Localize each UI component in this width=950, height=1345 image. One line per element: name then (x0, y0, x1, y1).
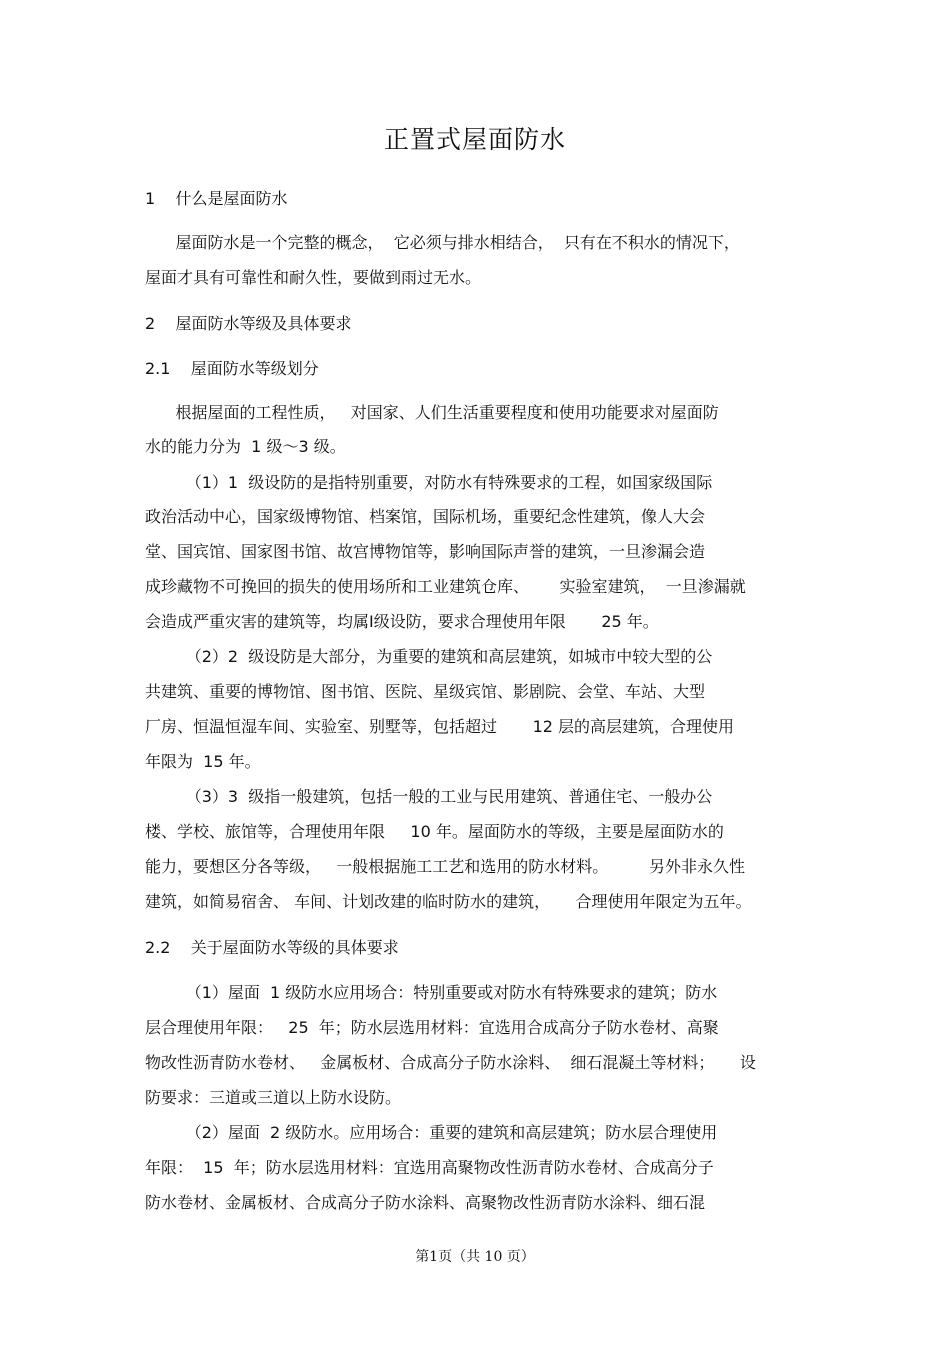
paragraph-line: 水的能力分为 1 级～3 级。 (145, 437, 346, 456)
paragraph-line: 根据屋面的工程性质， 对国家、人们生活重要程度和使用功能要求对屋面防 (145, 403, 719, 422)
paragraph-line: 楼、学校、旅馆等，合理使用年限 10 年。屋面防水的等级，主要是屋面防水的 (145, 822, 724, 841)
paragraph-line: 年限为 15 年。 (145, 752, 261, 771)
paragraph-line: 共建筑、重要的博物馆、图书馆、医院、星级宾馆、影剧院、会堂、车站、大型 (145, 682, 706, 701)
paragraph-line: 会造成严重灾害的建筑等，均属Ⅰ级设防，要求合理使用年限 25 年。 (145, 612, 659, 631)
paragraph-line: （3）3 级指一般建筑，包括一般的工业与民用建筑、普通住宅、一般办公 (145, 787, 713, 806)
paragraph-line: 建筑，如简易宿舍、 车间、计划改建的临时防水的建筑， 合理使用年限定为五年。 (145, 892, 752, 911)
heading-2-2: 2.2 关于屋面防水等级的具体要求 (145, 938, 399, 957)
paragraph-line: 防要求：三道或三道以上防水设防。 (145, 1088, 402, 1107)
paragraph-line: （2）2 级设防是大部分，为重要的建筑和高层建筑，如城市中较大型的公 (145, 647, 713, 666)
heading-2: 2 屋面防水等级及具体要求 (145, 314, 352, 333)
heading-1: 1 什么是屋面防水 (145, 189, 288, 208)
paragraph-line: 厂房、恒温恒湿车间、实验室、别墅等，包括超过 12 层的高层建筑，合理使用 (145, 717, 735, 736)
page-number-footer: 第1页（共 10 页） (415, 1249, 535, 1265)
paragraph-line: 成珍藏物不可挽回的损失的使用场所和工业建筑仓库、 实验室建筑， 一旦渗漏就 (145, 577, 746, 596)
paragraph-line: 防水卷材、金属板材、合成高分子防水涂料、高聚物改性沥青防水涂料、细石混 (145, 1193, 706, 1212)
heading-2-1: 2.1 屋面防水等级划分 (145, 359, 319, 378)
paragraph-line: 堂、国宾馆、国家图书馆、故宫博物馆等，影响国际声誉的建筑，一旦渗漏会造 (145, 542, 706, 561)
paragraph-line: 政治活动中心，国家级博物馆、档案馆，国际机场，重要纪念性建筑，像人大会 (145, 507, 706, 526)
paragraph-line: （2）屋面 2 级防水。应用场合：重要的建筑和高层建筑；防水层合理使用 (145, 1123, 718, 1142)
paragraph-line: 年限： 15 年；防水层选用材料：宜选用高聚物改性沥青防水卷材、合成高分子 (145, 1158, 714, 1177)
paragraph-line: 物改性沥青防水卷材、 金属板材、合成高分子防水涂料、 细石混凝土等材料； 设 (145, 1053, 756, 1072)
paragraph-line: （1）屋面 1 级防水应用场合：特别重要或对防水有特殊要求的建筑；防水 (145, 983, 718, 1002)
page-title: 正置式屋面防水 (383, 125, 566, 154)
paragraph-line: 层合理使用年限： 25 年；防水层选用材料：宜选用合成高分子防水卷材、高聚 (145, 1018, 719, 1037)
paragraph-line: 屋面才具有可靠性和耐久性，要做到雨过无水。 (145, 268, 482, 287)
paragraph-line: 屋面防水是一个完整的概念， 它必须与排水相结合， 只有在不积水的情况下， (145, 233, 740, 252)
paragraph-line: 能力，要想区分各等级， 一般根据施工工艺和选用的防水材料。 另外非永久性 (145, 857, 745, 876)
paragraph-line: （1）1 级设防的是指特别重要，对防水有特殊要求的工程，如国家级国际 (145, 473, 713, 492)
